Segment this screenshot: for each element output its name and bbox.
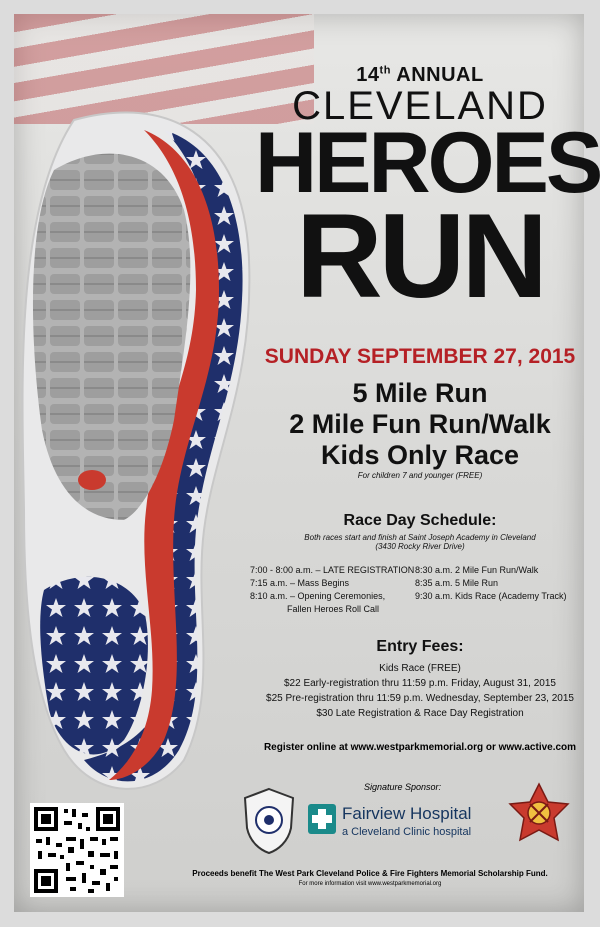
schedule-item: 7:15 a.m. – Mass Begins xyxy=(250,578,350,588)
city-title: CLEVELAND xyxy=(292,84,548,128)
fee-item: $25 Pre-registration thru 11:59 p.m. Wednesday, September 23, 2015 xyxy=(266,693,574,704)
register-online-text: Register online at www.westparkmemorial.org or www.active.com xyxy=(263,742,577,753)
schedule-left-column xyxy=(250,564,415,616)
fee-item: $22 Early-registration thru 11:59 p.m. Friday, August 31, 2015 xyxy=(283,678,556,689)
police-badge-logo xyxy=(238,786,300,856)
schedule-location: Both races start and finish at Saint Joseph Academy in Cleveland xyxy=(304,533,536,542)
fairview-cross-icon xyxy=(308,804,336,834)
race-item: 2 Mile Fun Run/Walk xyxy=(289,409,551,439)
kids-note: For children 7 and younger (FREE) xyxy=(357,471,483,480)
schedule-address: (3430 Rocky River Drive) xyxy=(375,542,465,551)
edition-number: 14 xyxy=(356,64,380,86)
fees-heading: Entry Fees: xyxy=(376,638,464,655)
fee-item: $30 Late Registration & Race Day Registration xyxy=(316,708,524,719)
fire-fighter-badge-logo xyxy=(508,782,570,848)
qr-code[interactable] xyxy=(30,803,124,897)
run-title: RUN xyxy=(296,189,544,323)
sponsor-name: Fairview Hospital xyxy=(342,804,472,823)
edition-suffix: th xyxy=(379,64,391,77)
fee-item: Kids Race (FREE) xyxy=(379,663,461,674)
race-item: Kids Only Race xyxy=(320,440,520,470)
races-list xyxy=(255,378,585,480)
info-link-text[interactable]: For more information visit www.westparkmemorial.org xyxy=(298,881,442,887)
proceeds-text: Proceeds benefit The West Park Cleveland Police & Fire Fighters Memorial Scholarship Fund. xyxy=(192,869,548,878)
fees-section xyxy=(255,638,585,721)
schedule-section xyxy=(255,512,585,551)
edition-word: ANNUAL xyxy=(390,64,484,86)
schedule-item: 8:35 a.m. 5 Mile Run xyxy=(415,578,499,588)
schedule-heading: Race Day Schedule: xyxy=(343,512,497,529)
schedule-item: Fallen Heroes Roll Call xyxy=(287,604,380,614)
heroes-title: HEROES xyxy=(255,115,600,211)
race-item: 5 Mile Run xyxy=(352,378,488,408)
sponsor-subtitle: a Cleveland Clinic hospital xyxy=(342,826,472,838)
schedule-item: 8:30 a.m. 2 Mile Fun Run/Walk xyxy=(415,565,539,575)
schedule-item: 9:30 a.m. Kids Race (Academy Track) xyxy=(415,591,567,601)
schedule-right-column xyxy=(415,564,580,603)
schedule-item: 8:10 a.m. – Opening Ceremonies, xyxy=(250,591,386,601)
event-date: SUNDAY SEPTEMBER 27, 2015 xyxy=(264,345,576,368)
sponsor-label: Signature Sponsor: xyxy=(363,782,442,792)
schedule-item: 7:00 - 8:00 a.m. – LATE REGISTRATION xyxy=(250,565,415,575)
shoe-sole-illustration xyxy=(14,90,274,810)
